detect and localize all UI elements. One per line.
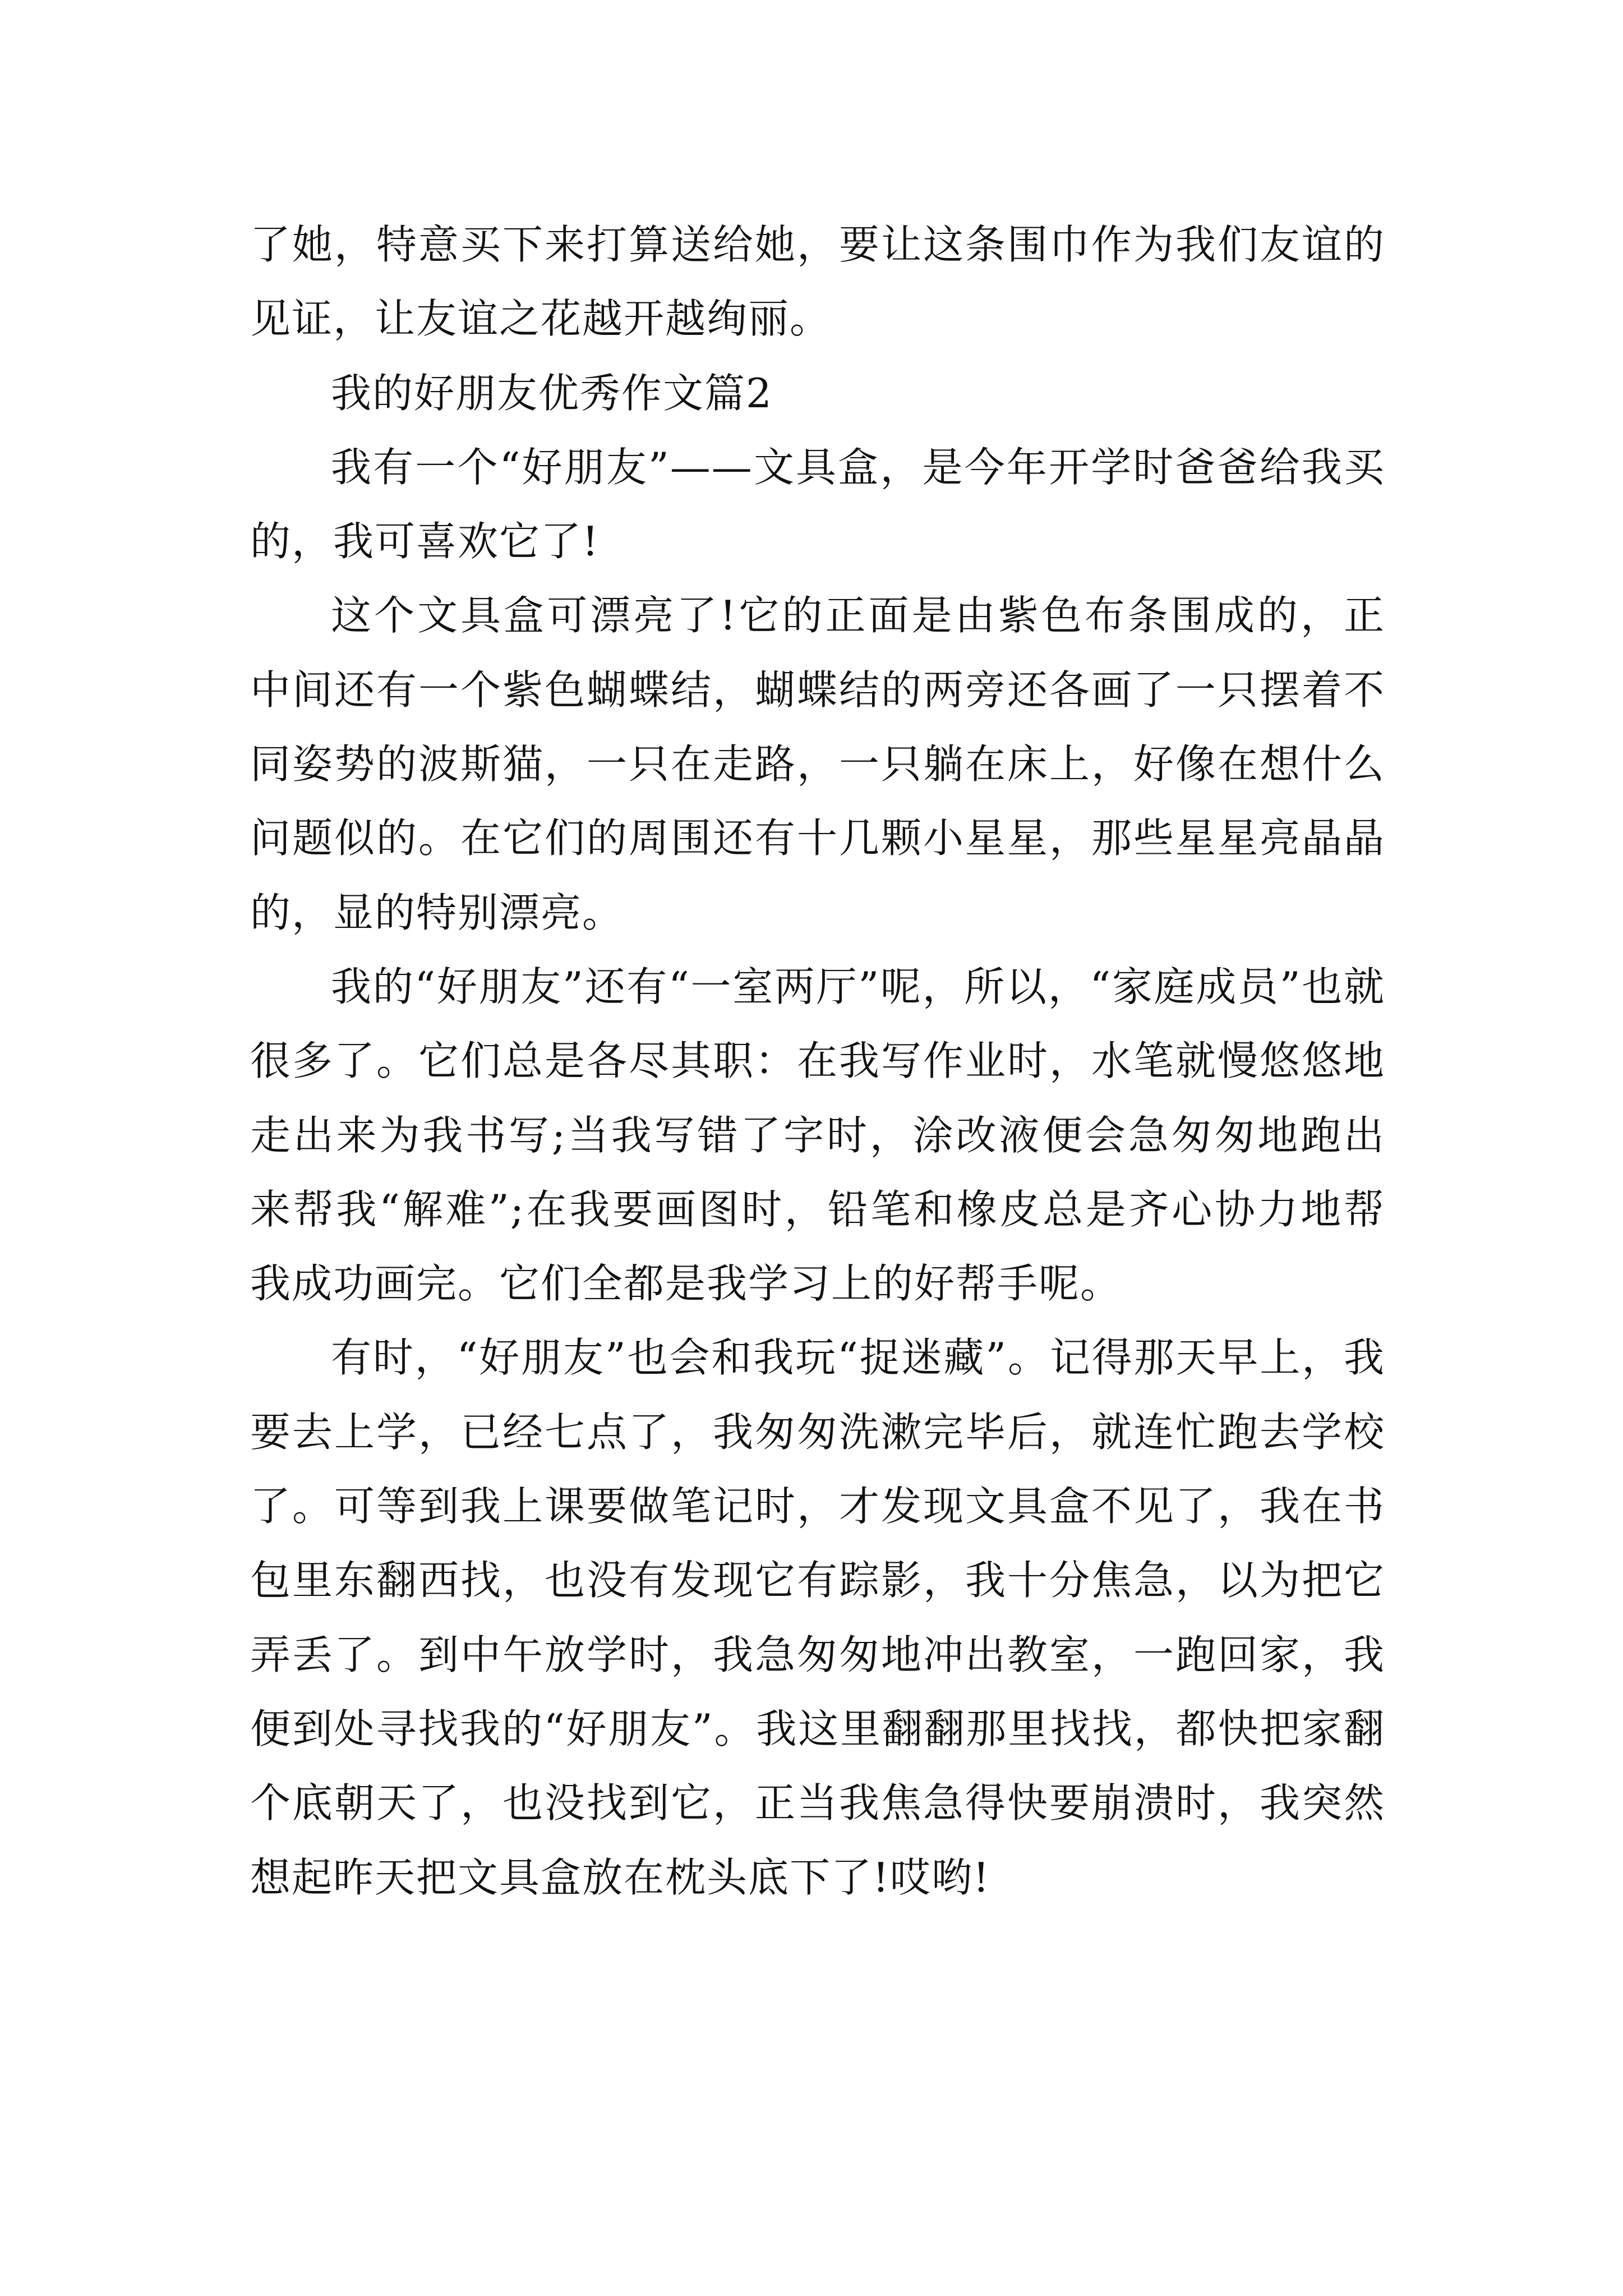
paragraph-intro: 我有一个“好朋友”——文具盒，是今年开学时爸爸给我买的，我可喜欢它了! — [250, 443, 1385, 565]
paragraph-appearance: 这个文具盒可漂亮了!它的正面是由紫色布条围成的，正中间还有一个紫色蝴蝶结，蝴蝶结的两旁还各画了一只摆着不同姿势的波斯猫，一只在走路，一只躺在床上，好像在想什么问题似的。在它们的周围还有十几颗小星星，那些星星亮晶晶的，显的特别漂亮。 — [250, 592, 1385, 936]
document-body — [250, 208, 1385, 1915]
section-heading: 我的好朋友优秀作文篇2 — [331, 369, 773, 417]
paragraph-hide-and-seek: 有时，“好朋友”也会和我玩“捉迷藏”。记得那天早上，我要去上学，已经七点了，我匆匆洗漱完毕后，就连忙跑去学校了。可等到我上课要做笔记时，才发现文具盒不见了，我在书包里东翻西找，也没有发现它有踪影，我十分焦急，以为把它弄丢了。到中午放学时，我急匆匆地冲出教室，一跑回家，我便到处寻找我的“好朋友”。我这里翻翻那里找找，都快把家翻个底朝天了，也没找到它，正当我焦急得快要崩溃时，我突然想起昨天把文具盒放在枕头底下了!哎哟! — [250, 1334, 1385, 1901]
paragraph-continuation: 了她，特意买下来打算送给她，要让这条围巾作为我们友谊的见证，让友谊之花越开越绚丽。 — [250, 221, 1385, 343]
paragraph-family-members: 我的“好朋友”还有“一室两厅”呢，所以，“家庭成员”也就很多了。它们总是各尽其职：在我写作业时，水笔就慢悠悠地走出来为我书写;当我写错了字时，涂改液便会急匆匆地跑出来帮我“解难”;在我要画图时，铅笔和橡皮总是齐心协力地帮我成功画完。它们全都是我学习上的好帮手呢。 — [250, 963, 1385, 1308]
